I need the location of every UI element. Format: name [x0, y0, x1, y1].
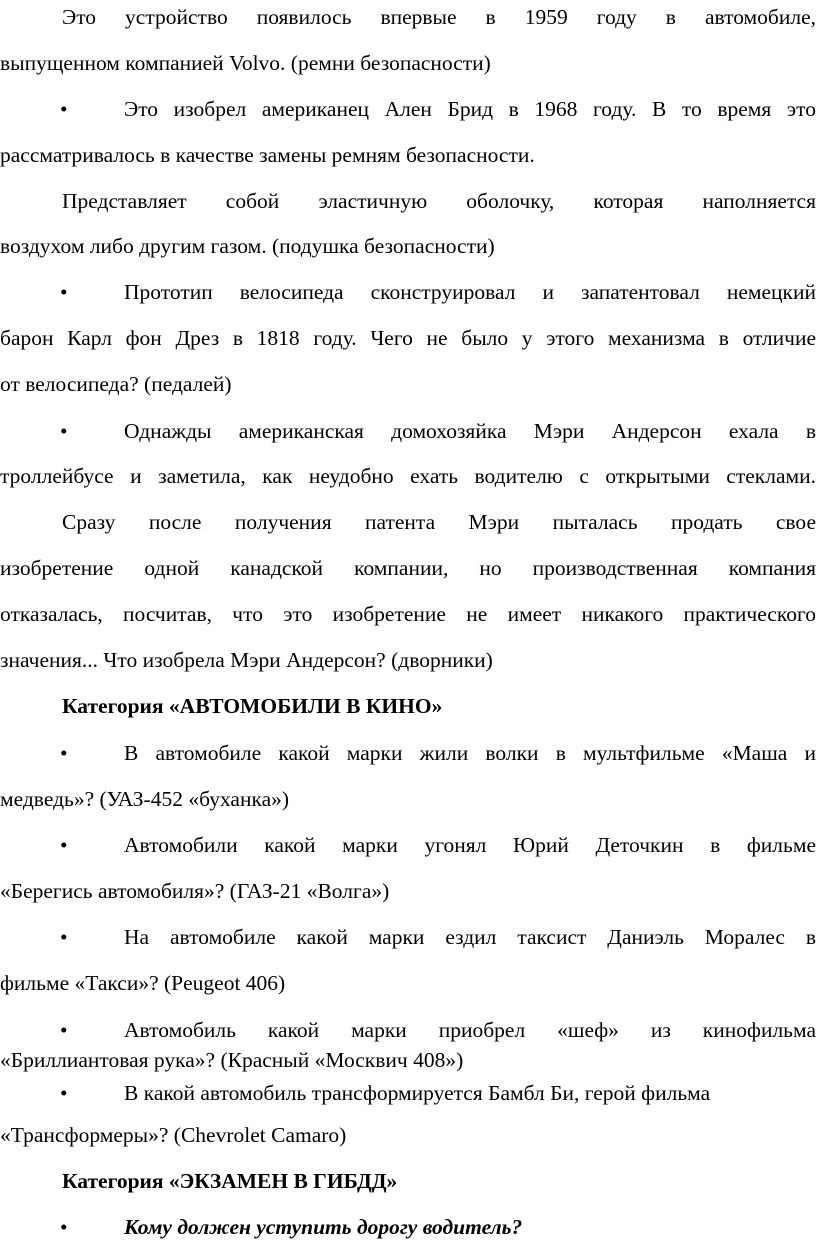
text-line-wipers-2: троллейбусе и заметила, как неудобно ехать водителю с открытыми стеклами. — [0, 464, 816, 488]
category-heading-cars-in-movies: Категория «АВТОМОБИЛИ В КИНО» — [62, 694, 443, 718]
bullet-marker: • — [60, 1215, 68, 1239]
bullet-marker: • — [60, 97, 68, 121]
text-line-wipers-3: Сразу после получения патента Мэри пыталась продать свое — [62, 510, 816, 534]
text-line-airbag-1: Это изобрел американец Ален Брид в 1968 году. В то время это — [124, 97, 816, 121]
text-line-masha-2: медведь»? (УАЗ-452 «буханка») — [0, 787, 290, 811]
bullet-marker: • — [60, 1081, 68, 1105]
category-heading-gibdd-exam: Категория «ЭКЗАМЕН В ГИБДД» — [62, 1169, 398, 1193]
bullet-marker: • — [60, 1018, 68, 1042]
bullet-marker: • — [60, 280, 68, 304]
text-line-masha-1: В автомобиле какой марки жили волки в мультфильме «Маша и — [124, 741, 816, 765]
bullet-marker: • — [60, 925, 68, 949]
text-line-diamond-arm-1: Автомобиль какой марки приобрел «шеф» из кинофильма — [124, 1018, 816, 1042]
text-line-diamond-arm-2: «Бриллиантовая рука»? (Красный «Москвич 408») — [0, 1048, 464, 1072]
text-line-bicycle-1: Прототип велосипеда сконструировал и запатентовал немецкий — [124, 280, 816, 304]
text-line-detochkin-2: «Берегись автомобиля»? (ГАЗ-21 «Волга») — [0, 879, 390, 903]
text-line-wipers-4: изобретение одной канадской компании, но производственная компания — [0, 556, 816, 580]
text-line-detochkin-1: Автомобили какой марки угонял Юрий Деточкин в фильме — [124, 833, 816, 857]
bullet-marker: • — [60, 419, 68, 443]
text-line-airbag-2: рассматривалось в качестве замены ремням безопасности. — [0, 143, 535, 167]
bullet-marker: • — [60, 833, 68, 857]
text-line-transformers-1: В какой автомобиль трансформируется Бамбл Би, герой фильма — [124, 1081, 711, 1105]
text-line-taxi-2: фильме «Такси»? (Peugeot 406) — [0, 971, 286, 995]
text-line-wipers-6: значения... Что изобрела Мэри Андерсон? (дворники) — [0, 648, 493, 672]
text-line-wipers-5: отказалась, посчитав, что это изобретение не имеет никакого практического — [0, 602, 816, 626]
text-line-transformers-2: «Трансформеры»? (Chevrolet Camaro) — [0, 1123, 347, 1147]
text-line-airbag-3: Представляет собой эластичную оболочку, которая наполняется — [62, 189, 816, 213]
text-line-seatbelt-2: выпущенном компанией Volvo. (ремни безопасности) — [0, 51, 491, 75]
text-line-taxi-1: На автомобиле какой марки ездил таксист Даниэль Моралес в — [124, 925, 816, 949]
text-line-bicycle-2: барон Карл фон Дрез в 1818 году. Чего не было у этого механизма в отличие — [0, 326, 816, 350]
text-line-exam-question: Кому должен уступить дорогу водитель? — [124, 1215, 523, 1239]
text-line-airbag-4: воздухом либо другим газом. (подушка безопасности) — [0, 234, 495, 258]
text-line-wipers-1: Однажды американская домохозяйка Мэри Андерсон ехала в — [124, 419, 816, 443]
text-line-seatbelt-1: Это устройство появилось впервые в 1959 году в автомобиле, — [62, 5, 816, 29]
text-line-bicycle-3: от велосипеда? (педалей) — [0, 372, 232, 396]
bullet-marker: • — [60, 741, 68, 765]
